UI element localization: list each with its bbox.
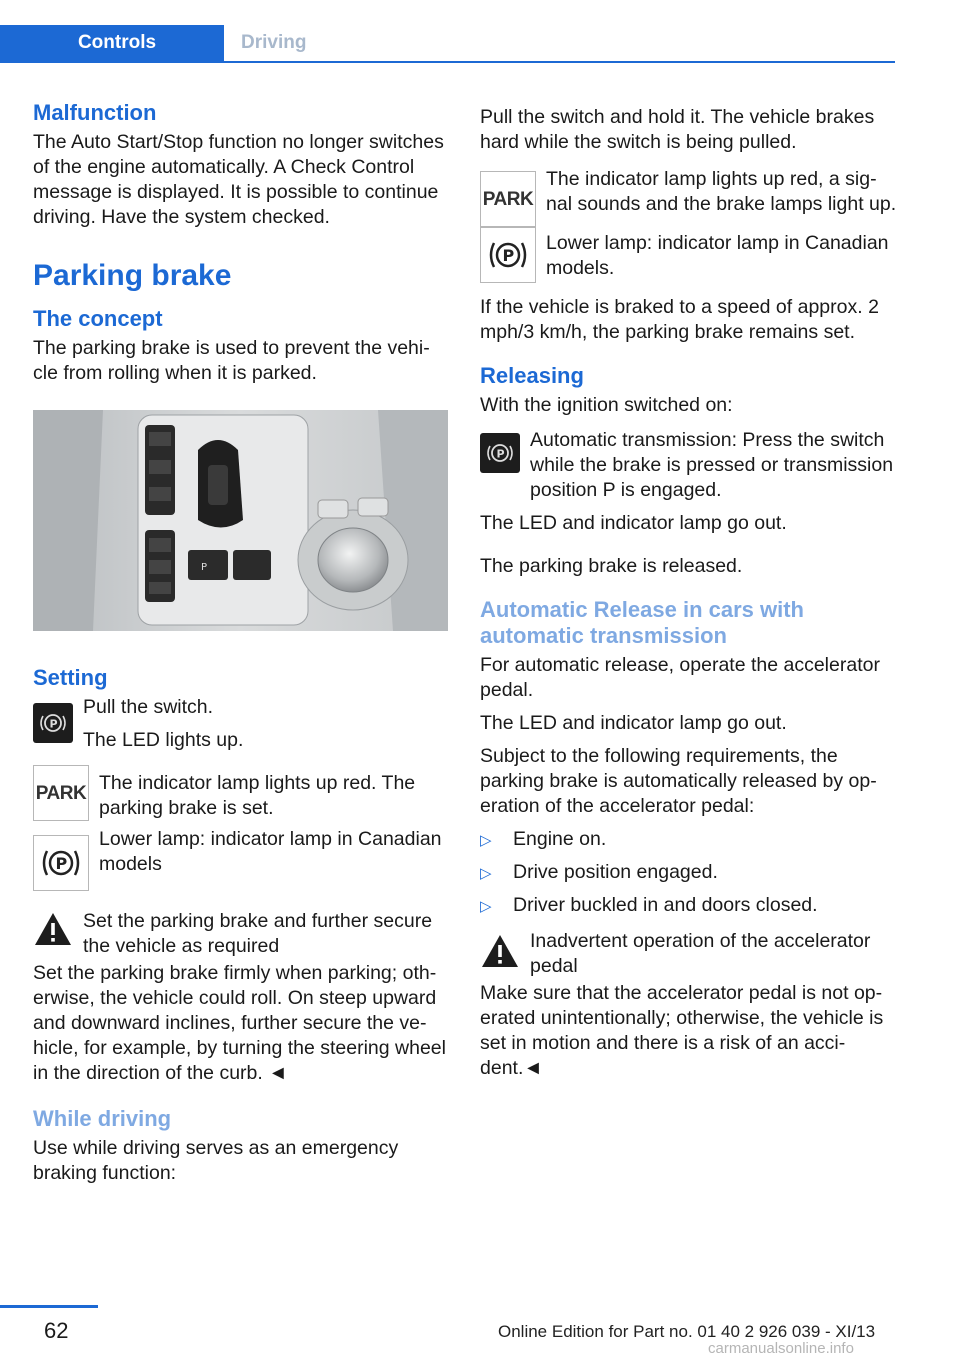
parking-brake-switch-icon-right — [480, 433, 520, 473]
pull-hold-text: Pull the switch and hold it. The vehicle brakes hard while the switch is being pulled. — [480, 106, 875, 153]
park-indicator-icon: PARK — [33, 765, 89, 821]
warning-title-right: Inadvertent operation of the accelerator pedal — [530, 930, 871, 977]
brake-indicator-icon-right — [480, 227, 536, 283]
warning-triangle-icon-right — [480, 933, 520, 969]
red-indicator-block — [480, 167, 898, 227]
while-driving-text: Use while driving serves as an emergency braking function: — [33, 1137, 399, 1184]
park-indicator-icon-right: PARK — [480, 171, 536, 227]
watermark: carmanualsonline.info — [708, 1340, 854, 1357]
svg-text:P: P — [201, 562, 208, 573]
section-tabs — [0, 25, 895, 63]
park-indicator-text: The indicator lamp lights up red. The parking brake is set. — [99, 772, 416, 819]
list-item: ▷ Driver buckled in and doors closed. — [480, 893, 898, 919]
warning-title: Set the parking brake and further secure the vehicle as required — [83, 910, 433, 957]
while-driving-heading: While driving — [33, 1106, 172, 1131]
releasing-heading: Releasing — [480, 363, 584, 388]
malfunction-text: The Auto Start/Stop function no longer switches of the engine automatically. A Check Control message is displayed. It is possible to continue driving. Have the system checked. — [33, 131, 444, 228]
setting-pull-block — [33, 695, 448, 753]
left-column — [33, 100, 448, 1194]
lower-lamp-text: Lower lamp: indicator lamp in Canadian models — [99, 828, 442, 875]
requirements-text: Subject to the following requirements, the parking brake is automatically released by op‐eration of the accelerator pedal: — [480, 745, 877, 817]
warning-block-right — [480, 929, 898, 979]
parking-brake-heading: Parking brake — [33, 259, 232, 292]
setting-pull-text: Pull the switch. — [83, 696, 214, 718]
lower-lamp-block-right — [480, 231, 898, 283]
auto-trans-block — [480, 428, 898, 503]
led-out-text: The LED and indicator lamp go out. — [480, 512, 787, 534]
warning-body: Set the parking brake firmly when parking; oth‐erwise, the vehicle could roll. On steep upward and downward inclines, further secure the ve‐hicle, for example, by turning the steering wheel in the direction of the curb. ◄ — [33, 962, 446, 1084]
bullet-triangle-icon: ▷ — [480, 865, 492, 882]
tab-controls[interactable]: Controls — [0, 25, 224, 61]
parking-brake-switch-icon — [33, 703, 73, 743]
concept-heading: The concept — [33, 306, 163, 331]
park-indicator-block — [33, 771, 448, 821]
svg-text:P: P — [502, 246, 515, 265]
tab-driving[interactable]: Driving — [241, 32, 307, 53]
speed-text: If the vehicle is braked to a speed of approx. 2 mph/3 km/h, the parking brake remains set. — [480, 296, 879, 343]
concept-text: The parking brake is used to prevent the vehi‐cle from rolling when it is parked. — [33, 337, 430, 384]
released-text: The parking brake is released. — [480, 555, 743, 577]
footer-accent-line — [0, 1305, 98, 1308]
bullet-triangle-icon: ▷ — [480, 832, 492, 849]
auto-release-text: For automatic release, operate the accelerator pedal. — [480, 654, 880, 701]
edition-text: Online Edition for Part no. 01 40 2 926 039 - XI/13 — [498, 1322, 876, 1341]
auto-release-heading: Automatic Release in cars with automatic transmission — [480, 597, 804, 648]
svg-text:P: P — [55, 854, 68, 873]
svg-text:P: P — [496, 447, 505, 461]
auto-trans-text: Automatic transmission: Press the switch while the brake is pressed or transmission position P is engaged. — [530, 429, 894, 501]
list-item: ▷ Engine on. — [480, 827, 898, 853]
brake-indicator-icon — [33, 835, 89, 891]
warning-triangle-icon — [33, 911, 73, 947]
lower-lamp-block — [33, 827, 448, 891]
right-column — [480, 105, 898, 1089]
page-number: 62 — [44, 1318, 69, 1343]
center-console-photo — [33, 410, 448, 631]
warning-block — [33, 909, 448, 959]
indicator-red-text: The indicator lamp lights up red, a sig‐nal sounds and the brake lamps light up. — [546, 168, 897, 215]
svg-text:P: P — [49, 717, 58, 731]
center-console-illustration — [33, 410, 448, 631]
setting-led-text: The LED lights up. — [83, 729, 244, 751]
lower-lamp-text-right: Lower lamp: indicator lamp in Canadian models. — [546, 232, 889, 279]
list-item: ▷ Drive position engaged. — [480, 860, 898, 886]
warning-body-right: Make sure that the accelerator pedal is not op‐erated unintentionally; otherwise, the vehicle is set in motion and there is a risk of an acci‐dent.◄ — [480, 982, 884, 1079]
ignition-text: With the ignition switched on: — [480, 394, 733, 416]
bullet-triangle-icon: ▷ — [480, 898, 492, 915]
requirements-list — [480, 827, 898, 919]
setting-heading: Setting — [33, 665, 108, 690]
malfunction-heading: Malfunction — [33, 100, 157, 125]
led-out-text-2: The LED and indicator lamp go out. — [480, 712, 787, 734]
